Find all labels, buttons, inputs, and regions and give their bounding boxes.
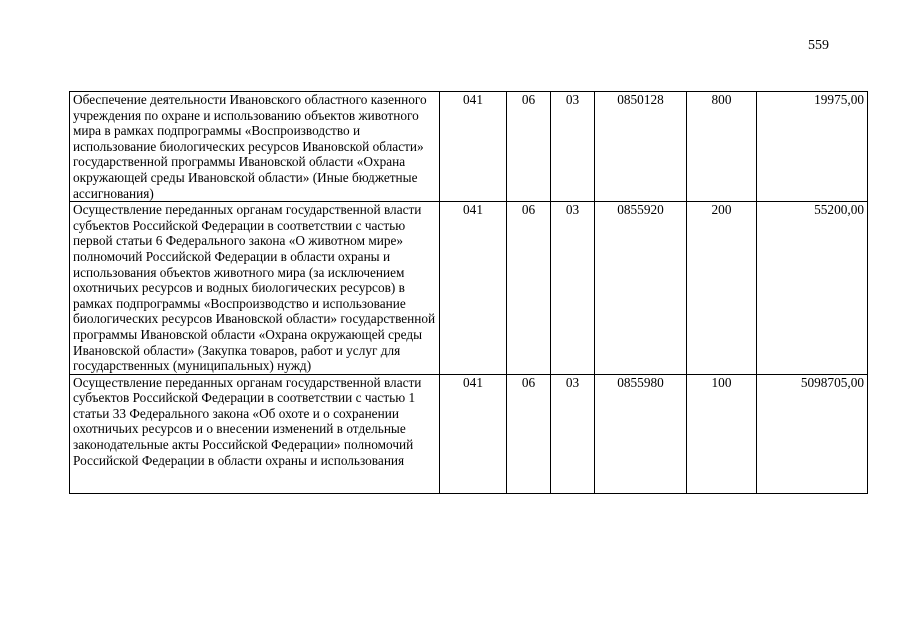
table-row [70,92,868,202]
row-name-cell [70,374,440,493]
row-name-cell: Обеспечение деятельности Ивановского областного казенного учреждения по охране и использованию объектов животного мира в рамках подпрограммы «Воспроизводство и использование биологических ресурсов Ивановской области» государственной программы Ивановской области «Охрана окружающей среды Ивановской области» (Иные бюджетные ассигнования) [70,92,440,202]
section-cell: 06 [507,374,551,493]
subsection-cell: 03 [551,202,595,375]
budget-table [69,91,868,494]
table-row [70,202,868,375]
admin-code-cell: 041 [440,374,507,493]
admin-code-cell: 041 [440,92,507,202]
target-article-cell: 0855920 [595,202,687,375]
section-cell: 06 [507,92,551,202]
subsection-cell: 03 [551,92,595,202]
section-cell: 06 [507,202,551,375]
sum-cell: 19975,00 [757,92,868,202]
table-row [70,374,868,493]
subsection-cell: 03 [551,374,595,493]
row-name-text: Осуществление переданных органам государственной власти субъектов Российской Федерации в соответствии с частью 1 статьи 33 Федерального закона «Об охоте и о сохранении охотничьих ресурсов и о внесении изменений в отдельные законодательные акты Российской Федерации» полномочий Российской Федерации в области охраны и использования [73,374,422,468]
expense-type-cell: 800 [687,92,757,202]
sum-cell: 5098705,00 [757,374,868,493]
page-number: 559 [808,38,829,53]
target-article-cell: 0850128 [595,92,687,202]
target-article-cell: 0855980 [595,374,687,493]
row-name-cell: Осуществление переданных органам государственной власти субъектов Российской Федерации в соответствии с частью первой статьи 6 Федерального закона «О животном мире» полномочий Российской Федерации в области охраны и использования объектов животного мира (за исключением охотничьих ресурсов и водных биологических ресурсов) в рамках подпрограммы «Воспроизводство и использование биологических ресурсов Ивановской области» государственной программы Ивановской области «Охрана окружающей среды Ивановской области» (Закупка товаров, работ и услуг для государственных (муниципальных) нужд) [70,202,440,375]
expense-type-cell: 200 [687,202,757,375]
expense-type-cell: 100 [687,374,757,493]
admin-code-cell: 041 [440,202,507,375]
sum-cell: 55200,00 [757,202,868,375]
